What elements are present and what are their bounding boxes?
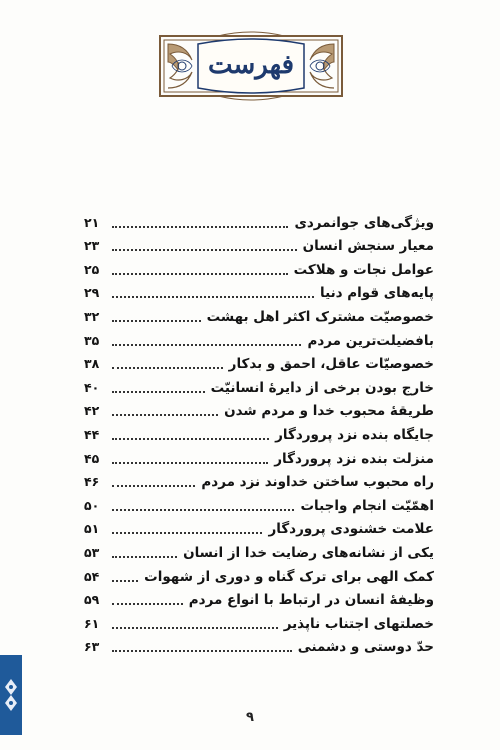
toc-entry-page: ۴۵ [84, 450, 100, 466]
toc-entry-page: ۲۵ [84, 261, 100, 277]
toc-entry-title: خارج بودن برخی از دایرهٔ انسانیّت [210, 379, 434, 396]
toc-entry-page: ۲۹ [84, 285, 100, 301]
toc-entry [84, 302, 434, 326]
dot-leader [112, 344, 301, 346]
toc-entry [84, 255, 434, 279]
page-title: فهرست [207, 50, 295, 80]
toc-entry [84, 397, 434, 421]
toc-entry [84, 609, 434, 633]
toc-entry [84, 491, 434, 515]
dot-leader [112, 580, 138, 582]
toc-entry-page: ۶۱ [84, 615, 100, 631]
toc-entry-page: ۴۶ [84, 474, 100, 490]
dot-leader [112, 414, 218, 416]
toc-entry [84, 586, 434, 610]
dot-leader [112, 485, 195, 487]
title-cartouche [158, 30, 344, 102]
toc-entry-page: ۴۲ [84, 403, 100, 419]
dot-leader [112, 249, 297, 251]
toc-entry [84, 420, 434, 444]
toc-entry [84, 515, 434, 539]
dot-leader [112, 627, 278, 629]
toc-entry-title: معیار سنجش انسان [302, 238, 434, 255]
dot-leader [112, 509, 294, 511]
dot-leader [112, 296, 314, 298]
toc-entry-page: ۵۹ [84, 592, 100, 608]
toc-entry-page: ۵۴ [84, 568, 100, 584]
dot-leader [112, 532, 262, 534]
dot-leader [112, 391, 205, 393]
toc-entry-page: ۴۰ [84, 379, 100, 395]
toc-entry [84, 468, 434, 492]
toc-entry [84, 208, 434, 232]
toc-entry [84, 538, 434, 562]
dot-leader [112, 367, 223, 369]
toc-entry-title: علامت خشنودی پروردگار [268, 521, 434, 538]
toc-entry-title: ویژگی‌های جوانمردی [294, 214, 434, 231]
dot-leader [112, 603, 183, 605]
toc-entry-title: وظیفهٔ انسان در ارتباط با انواع مردم [188, 592, 434, 609]
toc-entry-page: ۳۸ [84, 356, 100, 372]
dot-leader [112, 556, 177, 558]
dot-leader [112, 226, 288, 228]
dot-leader [112, 438, 269, 440]
toc-entry-title: کمک الهی برای ترک گناه و دوری از شهوات [144, 568, 434, 585]
toc-entry-title: خصلتهای اجتناب ناپذیر [283, 615, 434, 632]
page-number: ۹ [246, 710, 254, 725]
toc-entry-page: ۵۱ [84, 521, 100, 537]
toc-entry-title: راه محبوب ساختن خداوند نزد مردم [201, 474, 434, 491]
toc-entry-page: ۳۵ [84, 332, 100, 348]
toc-entry-title: اهمّیّت انجام واجبات [300, 497, 434, 514]
toc-entry [84, 373, 434, 397]
toc-entry-page: ۵۰ [84, 497, 100, 513]
toc-entry-title: بافضیلت‌ترین مردم [307, 332, 434, 349]
toc-entry-title: خصوصیّات عاقل، احمق و بدکار [228, 356, 434, 373]
toc-entry-page: ۳۲ [84, 308, 100, 324]
toc-entry-page: ۶۳ [84, 639, 100, 655]
dot-leader [112, 650, 292, 652]
toc-entry-title: طریقهٔ محبوب خدا و مردم شدن [224, 403, 434, 420]
dot-leader [112, 320, 201, 322]
toc-entry [84, 444, 434, 468]
toc-entry [84, 279, 434, 303]
toc-entry-page: ۴۴ [84, 426, 100, 442]
toc-entry-title: حدّ دوستی و دشمنی [297, 639, 434, 656]
toc-entry-page: ۲۳ [84, 238, 100, 254]
table-of-contents [84, 208, 434, 656]
publisher-logo-icon [3, 677, 19, 713]
toc-entry [84, 350, 434, 374]
toc-entry [84, 326, 434, 350]
publisher-logo [0, 655, 22, 735]
dot-leader [112, 273, 288, 275]
toc-entry-page: ۲۱ [84, 214, 100, 230]
toc-entry-title: پایه‌های قوام دنیا [320, 285, 434, 302]
toc-entry [84, 633, 434, 657]
dot-leader [112, 462, 268, 464]
toc-entry-title: خصوصیّت مشترک اکثر اهل بهشت [206, 308, 434, 325]
toc-entry-title: عوامل نجات و هلاکت [293, 261, 434, 278]
toc-entry-title: جایگاه بنده نزد پروردگار [275, 426, 434, 443]
toc-entry-page: ۵۳ [84, 544, 100, 560]
toc-entry-title: یکی از نشانه‌های رضایت خدا از انسان [183, 544, 434, 561]
toc-entry-title: منزلت بنده نزد پروردگار [274, 450, 434, 467]
toc-entry [84, 562, 434, 586]
toc-entry [84, 232, 434, 256]
